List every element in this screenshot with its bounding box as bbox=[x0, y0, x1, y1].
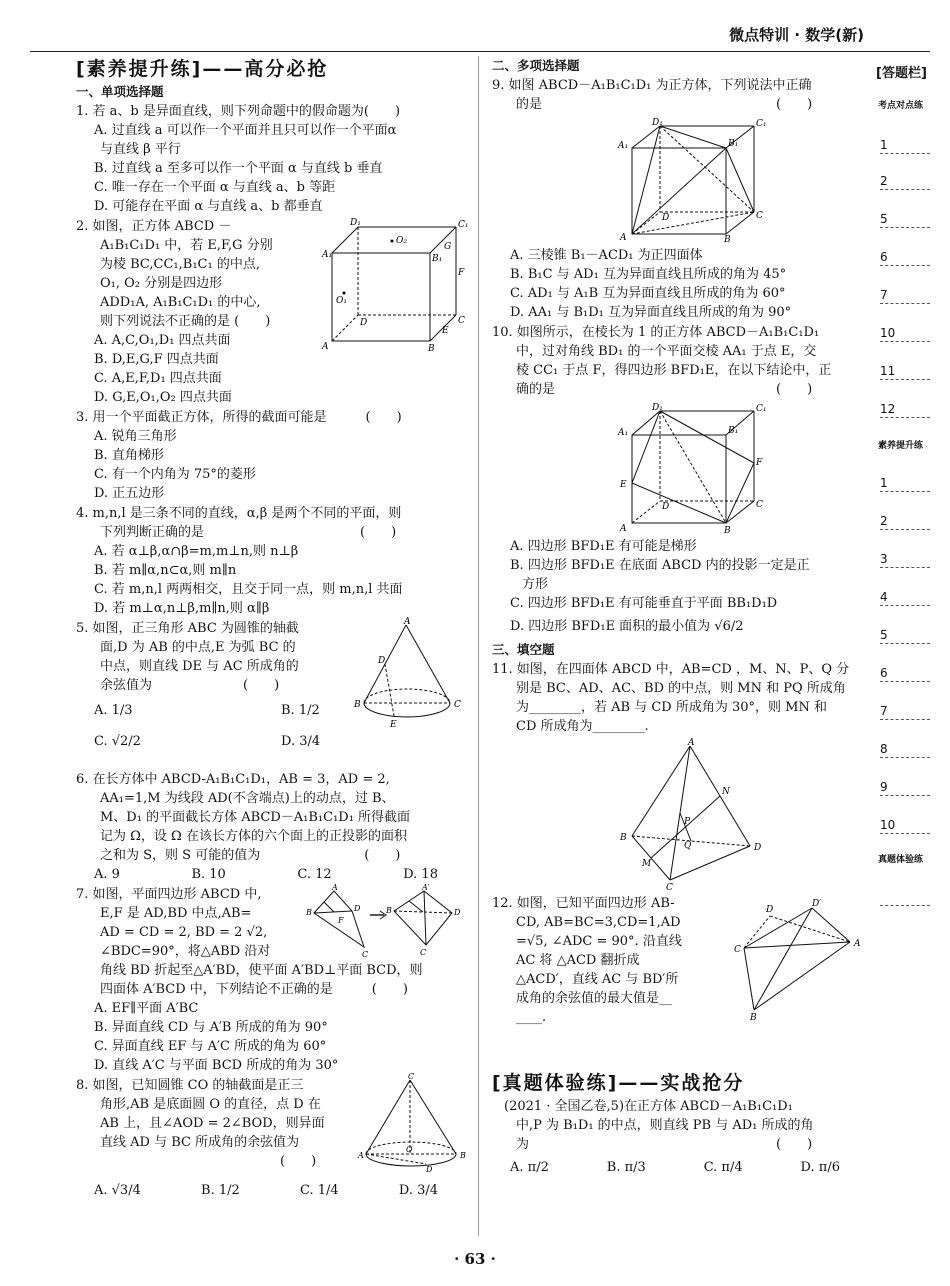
svg-text:D₁: D₁ bbox=[652, 118, 663, 128]
answer-blank[interactable]: 7 bbox=[880, 288, 930, 304]
question-10: 10. 如图所示，在棱长为 1 的正方体 ABCD－A₁B₁C₁D₁ 中，过对角线 BD₁ 的一个平面交棱 AA₁ 于点 E，交 棱 CC₁ 于点 F，得四边形 BFD₁E，在以下结论中，正 确的是 ( ) D₁ C₁ A₁ B₁ E F A D C B A. 四边形 BFD₁E 有可能是梯形 B. 四边形 BFD₁E 在底面 ABCD 内的投影一定是正 方形 C. 四边形 BFD₁E 有可能垂直于平面 BB₁D₁D D. 四边形 BFD₁E 面积的最小值为 √6/2 bbox=[492, 325, 832, 634]
svg-text:B: B bbox=[306, 908, 312, 917]
svg-text:O₁: O₁ bbox=[336, 296, 347, 306]
svg-text:A: A bbox=[404, 617, 411, 627]
cube-figure-q9 bbox=[616, 118, 767, 245]
answer-section-2: 素养提升练 bbox=[878, 441, 924, 451]
svg-text:B: B bbox=[750, 1013, 757, 1023]
cube-figure-q2 bbox=[320, 218, 469, 354]
answer-blank[interactable]: 8 bbox=[880, 742, 930, 758]
svg-text:M: M bbox=[642, 859, 652, 869]
section-single-choice: 一、单项选择题 bbox=[76, 84, 164, 99]
svg-text:B: B bbox=[724, 526, 731, 536]
answer-column bbox=[872, 52, 938, 942]
svg-text:D₁: D₁ bbox=[652, 403, 663, 413]
svg-text:C: C bbox=[454, 700, 461, 710]
question-9: 9. 如图 ABCD－A₁B₁C₁D₁ 为正方体，下列说法中正确 的是 ( ) D₁ C₁ A₁ B₁ A D C B A. 三棱锥 B₁－ACD₁ 为正四面体 B. B₁C 与 AD₁ 互为异面直线且所成的角为 45° C. AD₁ 与 A₁B 互为异面直线且所成的角为 60° D. AA₁ 与 B₁D₁ 互为异面直线且所成的角为 90° bbox=[492, 78, 813, 320]
answer-blank[interactable]: 2 bbox=[880, 514, 930, 530]
svg-text:E: E bbox=[442, 326, 449, 336]
svg-text:D: D bbox=[426, 1165, 433, 1174]
svg-text:D: D bbox=[360, 318, 368, 328]
svg-text:D: D bbox=[662, 213, 670, 223]
question-2: 2. 如图，正方体 ABCD － A₁B₁C₁D₁ 中，若 E,F,G 分别 为棱 BC,CC₁,B₁C₁ 的中点, O₁, O₂ 分别是四边形 ADD₁A, A₁B₁C₁D₁ 的中心, 则下列说法不正确的是 ( ) A. A,C,O₁,D₁ 四点共面 B. D,E,G,F 四点共面 C. A,E,F,D₁ 四点共面 D. G,E,O₁,O₂ 四点共面 A₁ D₁ C₁ B₁ A D C B O₂ O₁ G F E bbox=[76, 218, 469, 405]
cone-figure-q5 bbox=[350, 619, 468, 737]
answer-blank[interactable]: 12 bbox=[880, 402, 930, 418]
section-multiple-choice: 二、多项选择题 bbox=[492, 58, 580, 73]
svg-text:D: D bbox=[454, 908, 461, 917]
answer-blank[interactable]: 10 bbox=[880, 818, 930, 834]
svg-text:D: D bbox=[378, 656, 386, 666]
fold-figure-q12 bbox=[732, 898, 870, 1022]
svg-text:B: B bbox=[354, 700, 361, 710]
question-13: (2021 · 全国乙卷,5)在正方体 ABCD－A₁B₁C₁D₁ 中,P 为 B₁D₁ 的中点，则直线 PB 与 AD₁ 所成的角 为 ( ) A. π/2 B. π/3 C. π/4 D. π/6 bbox=[504, 1099, 840, 1175]
svg-text:E: E bbox=[620, 480, 627, 490]
svg-text:D₁: D₁ bbox=[350, 218, 361, 228]
svg-text:A: A bbox=[620, 233, 627, 243]
question-12: 12. 如图，已知平面四边形 AB- CD, AB=BC=3,CD=1,AD =√5, ∠ADC = 90°. 沿直线 AC 将 △ACD 翻折成 △ACD′，直线 AC 与 BD′所 成角的余弦值的最大值是__ ____. D D′ C A B bbox=[492, 894, 870, 1070]
svg-text:A₁: A₁ bbox=[618, 428, 629, 438]
answer-blank[interactable] bbox=[880, 890, 930, 906]
svg-text:C: C bbox=[458, 316, 465, 326]
answer-blank[interactable]: 1 bbox=[880, 138, 930, 154]
answer-blank[interactable]: 1 bbox=[880, 476, 930, 492]
cube-figure-q10 bbox=[616, 403, 767, 536]
answer-section-1: 考点对点练 bbox=[878, 101, 924, 111]
svg-text:A′: A′ bbox=[422, 883, 430, 892]
answer-blank[interactable]: 5 bbox=[880, 628, 930, 644]
svg-text:C₁: C₁ bbox=[458, 220, 469, 230]
svg-text:B: B bbox=[386, 906, 392, 915]
svg-text:F: F bbox=[458, 268, 465, 278]
header-title: 微点特训 · 数学(新) bbox=[729, 26, 864, 44]
right-column bbox=[492, 56, 870, 1177]
svg-text:B₁: B₁ bbox=[728, 426, 739, 436]
cone-figure-q8 bbox=[356, 1072, 468, 1174]
svg-text:C: C bbox=[756, 211, 763, 221]
section-fill-blank: 三、填空题 bbox=[492, 642, 555, 657]
svg-text:B: B bbox=[460, 1151, 466, 1160]
question-8: 8. 如图，已知圆锥 CO 的轴截面是正三 角形,AB 是底面圆 O 的直径，点 D 在 AB 上，且∠AOD = 2∠BOD，则异面 直线 AD 与 BC 所成角的余弦值为 ( ) A. √3/4 B. 1/2 C. 1/4 D. 3/4 C A B O D bbox=[76, 1076, 468, 1206]
svg-text:B: B bbox=[724, 235, 731, 245]
banner-literacy: [素养提升练]——高分必抢 bbox=[76, 58, 329, 80]
svg-text:C: C bbox=[756, 500, 763, 510]
answer-blank[interactable]: 4 bbox=[880, 590, 930, 606]
svg-text:D: D bbox=[662, 502, 670, 512]
question-11: 11. 如图，在四面体 ABCD 中，AB=CD ，M、N、P、Q 分 别是 BC、AD、AC、BD 的中点，则 MN 和 PQ 所成角 为________，若 AB 与 CD 所成角为 30°，则 MN 和 CD 所成角为________. A B D C N M P Q bbox=[492, 662, 850, 893]
answer-blank[interactable]: 10 bbox=[880, 326, 930, 342]
svg-text:C: C bbox=[408, 1072, 415, 1081]
banner-real-exam: [真题体验练]——实战抢分 bbox=[492, 1072, 745, 1094]
svg-text:A: A bbox=[358, 1151, 364, 1160]
fold-figure-q7 bbox=[304, 885, 468, 961]
svg-text:E: E bbox=[390, 720, 397, 730]
question-6: 6. 在长方体中 ABCD-A₁B₁C₁D₁，AB = 3，AD = 2, AA₁=1,M 为线段 AD(不含端点)上的动点，过 B、 M、D₁ 的平面截长方体 ABCD－A₁B₁C₁D₁ 所得截面 记为 Ω，设 Ω 在该长方体的六个面上的正投影的面积 之和为 S，则 S 可能的值为 ( ) A. 9 B. 10 C. 12 D. 18 bbox=[76, 772, 438, 882]
svg-text:D′: D′ bbox=[812, 899, 822, 909]
svg-text:F: F bbox=[338, 916, 344, 925]
question-5: 5. 如图，正三角形 ABC 为圆锥的轴截 面,D 为 AB 的中点,E 为弧 BC 的 中点，则直线 DE 与 AC 所成角的 余弦值为 ( ) A. 1/3 B. 1/2 C. √2/2 D. 3/4 A D B C E bbox=[76, 619, 468, 769]
svg-text:Q: Q bbox=[684, 841, 692, 851]
svg-text:A₁: A₁ bbox=[322, 250, 333, 260]
svg-text:G: G bbox=[444, 242, 452, 252]
svg-text:F: F bbox=[756, 458, 763, 468]
answer-blank[interactable]: 11 bbox=[880, 364, 930, 380]
answer-blank[interactable]: 6 bbox=[880, 666, 930, 682]
answer-blank[interactable]: 2 bbox=[880, 174, 930, 190]
svg-text:B₁: B₁ bbox=[728, 139, 739, 149]
answer-column-title: [答题栏] bbox=[876, 66, 927, 81]
svg-text:N: N bbox=[722, 787, 730, 797]
left-column bbox=[76, 56, 468, 1206]
svg-text:C₁: C₁ bbox=[756, 404, 767, 414]
svg-text:A: A bbox=[854, 939, 861, 949]
svg-text:A: A bbox=[322, 342, 329, 352]
svg-text:D: D bbox=[766, 905, 774, 915]
page-header bbox=[30, 14, 930, 52]
question-1: 1. 若 a、b 是异面直线，则下列命题中的假命题为( ) A. 过直线 a 可以作一个平面并且只可以作一个平面α 与直线 β 平行 B. 过直线 a 至多可以作一个平面 α 与直线 b 垂直 C. 唯一存在一个平面 α 与直线 a、b 等距 D. 可能存在平面 α 与直线 a、b 都垂直 bbox=[76, 104, 401, 214]
svg-text:O: O bbox=[406, 1145, 413, 1154]
answer-blank[interactable]: 7 bbox=[880, 704, 930, 720]
svg-text:C: C bbox=[420, 948, 427, 957]
svg-text:D: D bbox=[754, 843, 762, 853]
column-divider bbox=[478, 56, 479, 1236]
svg-text:C₁: C₁ bbox=[756, 119, 767, 129]
question-3: 3. 用一个平面截正方体，所得的截面可能是 ( ) A. 锐角三角形 B. 直角梯形 C. 有一个内角为 75°的菱形 D. 正五边形 bbox=[76, 410, 402, 501]
question-4: 4. m,n,l 是三条不同的直线，α,β 是两个不同的平面，则 下列判断正确的是 ( ) A. 若 α⊥β,α∩β=m,m⊥n,则 n⊥β B. 若 m∥α,n⊂α,则 m∥n C. 若 m,n,l 两两相交，且交于同一点，则 m,n,l 共面 D. 若 m⊥α,n⊥β,m∥n,则 α∥β bbox=[76, 506, 403, 616]
answer-blank[interactable]: 3 bbox=[880, 552, 930, 568]
svg-text:C: C bbox=[362, 950, 369, 959]
answer-blank[interactable]: 9 bbox=[880, 780, 930, 796]
svg-text:B₁: B₁ bbox=[432, 254, 443, 264]
svg-text:A: A bbox=[332, 883, 338, 892]
question-7: 7. 如图，平面四边形 ABCD 中, E,F 是 AD,BD 中点,AB= AD = CD = 2, BD = 2 √2, ∠BDC=90°，将△ABD 沿对 角线 BD 折起至△A′BD，使平面 A′BD⊥平面 BCD，则 四面体 A′BCD 中，下列结论不正确的是 ( ) A. EF∥平面 A′BC B. 异面直线 CD 与 A′B 所成的角为 90° C. 异面直线 EF 与 A′C 所成的角为 60° D. 直线 A′C 与平面 BCD 所成的角为 30° B A D F C B A′ D C bbox=[76, 885, 468, 1075]
svg-text:D: D bbox=[354, 904, 361, 913]
answer-blank[interactable]: 5 bbox=[880, 212, 930, 228]
page-number: · 63 · bbox=[454, 1250, 496, 1268]
svg-text:C: C bbox=[666, 883, 673, 893]
svg-text:C: C bbox=[734, 945, 741, 955]
svg-text:O₂: O₂ bbox=[396, 236, 407, 246]
answer-section-3: 真题体验练 bbox=[878, 855, 924, 865]
svg-text:B: B bbox=[428, 344, 435, 354]
tetrahedron-figure-q11 bbox=[618, 738, 768, 893]
svg-text:A₁: A₁ bbox=[618, 141, 629, 151]
svg-text:B: B bbox=[620, 833, 627, 843]
svg-text:A: A bbox=[688, 738, 695, 748]
svg-text:P: P bbox=[684, 817, 691, 827]
answer-blank[interactable]: 6 bbox=[880, 250, 930, 266]
svg-text:A: A bbox=[620, 524, 627, 534]
